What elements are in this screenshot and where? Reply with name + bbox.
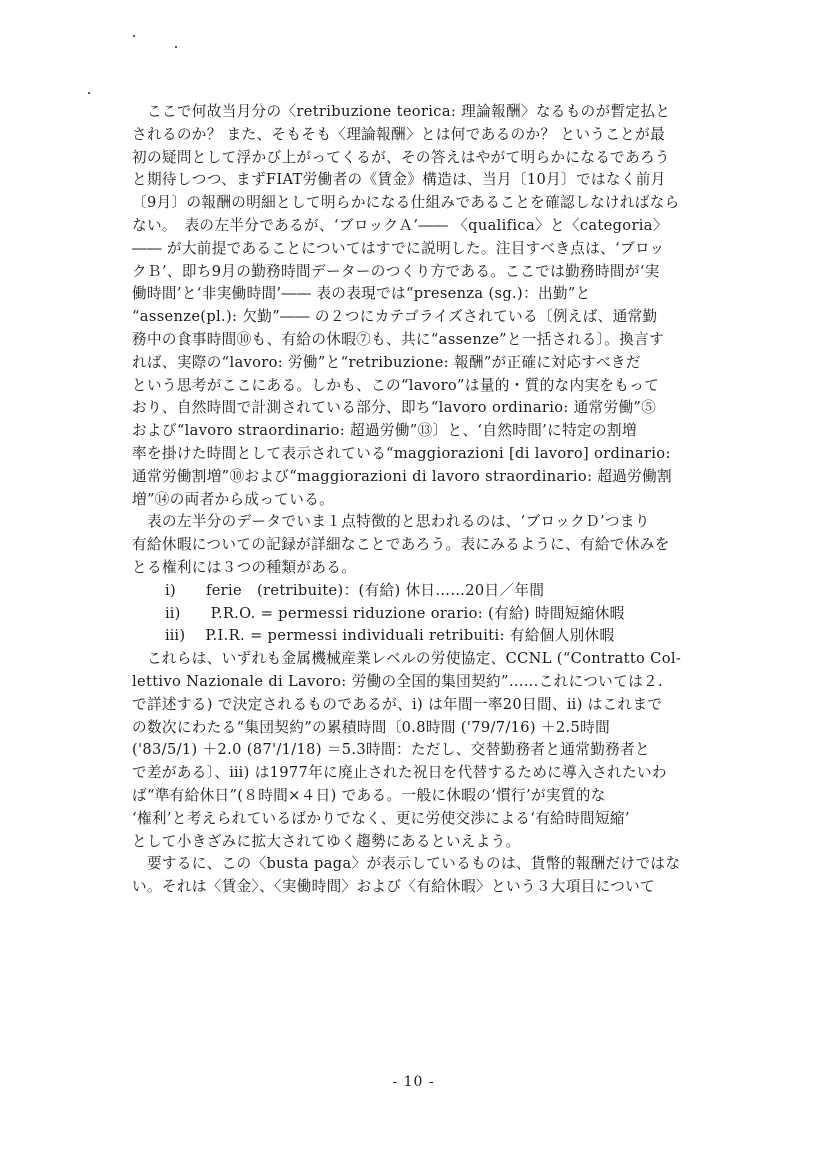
text-line: ('83/5/1) ＋2.0 (87'/1/18) ＝5.3時間：ただし、交替勤務者と通常勤務者と [132,741,650,759]
text-line: ば“準有給休日”(８時間×４日) である。一般に休暇の‘慣行’が実質的な [132,787,606,804]
scan-speck [88,92,90,94]
text-line: クＢ’、即ち9月の勤務時間データーのつくり方である。ここでは勤務時間が‘実 [132,262,660,280]
page-number: - 10 - [392,1074,435,1090]
text-line: 有給休暇についての記録が詳細なことであろう。表にみるように、有給で休みを [132,536,670,554]
list-item: ⅲ) P.I.R. = permessi individuali retribuiti: 有給個人別休暇 [165,627,615,645]
text-line: ここで何故当月分の〈retribuzione teorica: 理論報酬〉なるものが暫定払と [132,103,671,120]
text-line: い。それは〈賃金〉、〈実働時間〉および〈有給休暇〉という３大項目について [132,878,656,896]
scan-speck [175,46,177,48]
scan-speck [133,35,135,37]
text-line: 務中の食事時間⑩も、有給の休暇⑦も、共に“assenze”と一括される〕。換言す [132,331,665,348]
text-line: おり、自然時間で計測されている部分、即ち“lavoro ordinario: 通常労働”⑤ [132,399,657,417]
text-line: で差がある〕、ⅲ) は1977年に廃止された祝日を代替するために導入されたいわ [132,764,667,782]
text-line: および“lavoro straordinario: 超過労働”⑬〕と、‘自然時間’に特定の割増 [132,422,637,440]
text-line: の数次にわたる“集団契約”の累積時間〔0.8時間 ('79/7/16) ＋2.5時間 [132,718,611,736]
text-line: 要するに、この〈busta paga〉が表示しているものは、貨幣的報酬だけではな [132,855,681,873]
text-line: れば、実際の“lavoro: 労働”と“retribuzione: 報酬”が正確に対応すべきだ [132,353,641,371]
text-line: 増”⑭の両者から成っている。 [132,490,335,508]
list-item: ⅰ) ferie (retribuite)：(有給) 休日……20日／年間 [165,581,545,599]
text-line: と期待しつつ、まずFIAT労働者の《賃金》構造は、当月〔10月〕ではなく前月 [132,171,666,189]
text-line: で詳述する) で決定されるものであるが、ⅰ) は年間一率20日間、ⅱ) はこれまで [132,695,663,713]
list-item: ⅱ) P.R.O. = permessi riduzione orario: (有給) 時間短縮休暇 [165,604,625,622]
text-line: 〔9月〕の報酬の明細として明らかになる仕組みであることを確認しなければなら [132,194,680,212]
text-line: 働時間’と‘非実働時間’―― 表の表現では“presenza (sg.)：出勤”と [132,285,591,303]
text-line: 通常労働割増”⑩および“maggiorazioni di lavoro straordinario: 超過労働割 [132,467,672,485]
text-line: として小きざみに拡大されてゆく趨勢にあるといえよう。 [132,832,521,850]
text-line: ―― が大前提であることについてはすでに説明した。注目すべき点は、‘ブロッ [132,239,665,257]
text-line: lettivo Nazionale di Lavoro: 労働の全国的集団契約”……これについては２. [132,673,663,690]
text-line: 表の左半分のデータでいま１点特徴的と思われるのは、‘ブロックＤ’つまり [132,513,650,531]
text-line: “assenze(pl.): 欠勤”―― の２つにカテゴライズされている〔例えば、通常勤 [132,308,658,326]
text-line: ‘権利’と考えられているばかりでなく、更に労使交渉による‘有給時間短縮’ [132,809,630,827]
text-line: 初の疑問として浮かび上がってくるが、その答えはやがて明らかになるであろう [132,148,670,166]
text-line: これらは、いずれも金属機械産業レベルの労使協定、CCNL (“Contratto Col- [132,650,682,668]
text-line: されるのか？ また、そもそも〈理論報酬〉とは何であるのか？ ということが最 [132,125,666,143]
text-line: 率を掛けた時間として表示されている“maggiorazioni [di lavoro] ordinario: [132,445,671,462]
text-line: とる権利には３つの種類がある。 [132,559,357,576]
text-line: ない。 表の左半分であるが、‘ブロックＡ’―― 〈qualifica〉と〈categoria〉 [132,217,668,234]
text-line: という思考がここにある。しかも、この“lavoro”は量的・質的な内実をもって [132,376,660,394]
